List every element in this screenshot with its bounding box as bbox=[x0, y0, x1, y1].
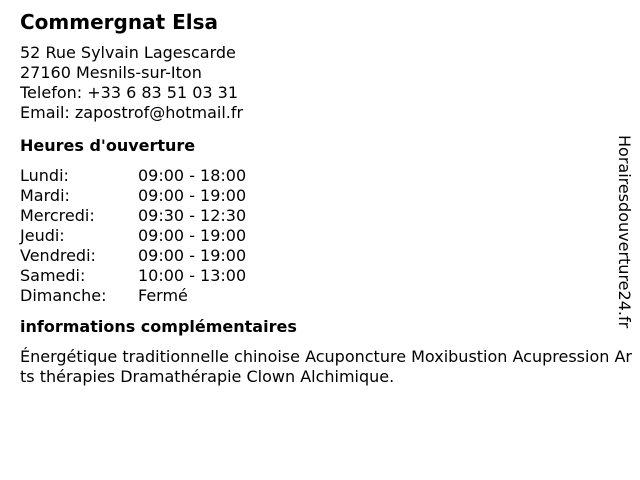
hours-row-saturday bbox=[20, 266, 632, 286]
phone-number: Telefon: +33 6 83 51 03 31 bbox=[20, 83, 239, 102]
time-range: 09:00 - 19:00 bbox=[138, 246, 247, 265]
contact-block bbox=[20, 43, 632, 123]
day-label: Mercredi: bbox=[20, 206, 95, 225]
time-range: 09:30 - 12:30 bbox=[138, 206, 247, 225]
time-range: 10:00 - 13:00 bbox=[138, 266, 247, 285]
hours-row-sunday bbox=[20, 286, 632, 306]
day-label: Lundi: bbox=[20, 166, 69, 185]
day-label: Jeudi: bbox=[20, 226, 65, 245]
info-heading: informations complémentaires bbox=[20, 317, 297, 336]
day-label: Samedi: bbox=[20, 266, 86, 285]
time-range: 09:00 - 19:00 bbox=[138, 226, 247, 245]
time-range: Fermé bbox=[138, 286, 188, 305]
day-label: Dimanche: bbox=[20, 286, 107, 305]
hours-row-friday bbox=[20, 246, 632, 266]
hours-row-wednesday bbox=[20, 206, 632, 226]
business-name: Commergnat Elsa bbox=[20, 10, 219, 34]
time-range: 09:00 - 18:00 bbox=[138, 166, 247, 185]
hours-row-tuesday bbox=[20, 186, 632, 206]
hours-heading: Heures d'ouverture bbox=[20, 136, 196, 155]
hours-row-thursday bbox=[20, 226, 632, 246]
address-city: 27160 Mesnils-sur-Iton bbox=[20, 63, 202, 82]
hours-row-monday bbox=[20, 166, 632, 186]
address-street: 52 Rue Sylvain Lagescarde bbox=[20, 43, 236, 62]
time-range: 09:00 - 19:00 bbox=[138, 186, 247, 205]
info-description: Énergétique traditionnelle chinoise Acuponcture Moxibustion Acupression Arts thérapies Dramathérapie Clown Alchimique. bbox=[20, 347, 632, 386]
hours-table bbox=[20, 166, 632, 306]
site-watermark: Horairesdouverture24.fr bbox=[615, 135, 634, 329]
email-address: Email: zapostrof@hotmail.fr bbox=[20, 103, 244, 122]
day-label: Vendredi: bbox=[20, 246, 96, 265]
day-label: Mardi: bbox=[20, 186, 70, 205]
business-card bbox=[20, 10, 632, 387]
